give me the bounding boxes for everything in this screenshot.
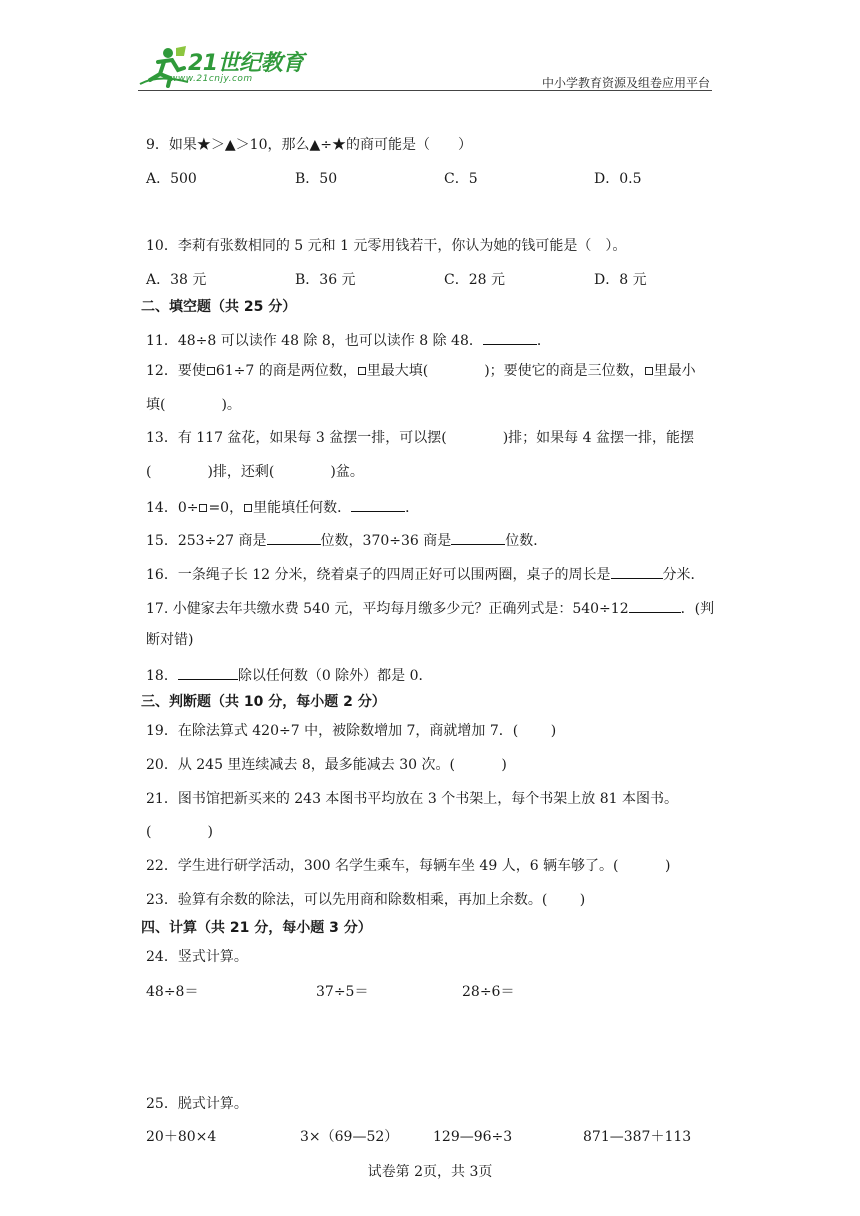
- q15-text-2: 位数，370÷36 商是: [320, 533, 452, 549]
- q17-text-2: ．(判: [680, 601, 715, 617]
- question-23: 23．验算有余数的除法，可以先用商和除数相乘，再加上余数。( ): [146, 892, 586, 908]
- q12-text-1: 12．要使: [146, 363, 206, 379]
- q10-option-a: A．38 元: [146, 272, 207, 288]
- question-24-title: 24．竖式计算。: [146, 949, 248, 965]
- answer-blank: [483, 330, 537, 345]
- q14-text-2: =0，: [208, 500, 244, 516]
- q12-text-4: 里最小: [653, 363, 696, 379]
- q24-item: 48÷8＝: [146, 984, 199, 1000]
- answer-blank: [267, 530, 321, 545]
- question-16: [146, 564, 705, 584]
- answer-blank: [178, 665, 238, 680]
- q12-text-2: 61÷7 的商是两位数，: [215, 363, 357, 379]
- question-11: [146, 330, 551, 350]
- box-placeholder-icon: [358, 367, 366, 375]
- q9-option-c: C．5: [444, 171, 478, 187]
- header-divider: [138, 90, 712, 91]
- question-18: [146, 665, 433, 685]
- section-3-heading: 三、判断题（共 10 分，每小题 2 分）: [141, 694, 386, 710]
- answer-blank: [451, 530, 505, 545]
- question-13-cont: ( )排，还剩( )盆。: [146, 464, 364, 480]
- q24-item: 28÷6＝: [462, 984, 515, 1000]
- q16-text-1: 16．一条绳子长 12 分米，绕着桌子的四周正好可以围两圈，桌子的周长是: [146, 567, 611, 583]
- question-13: 13．有 117 盆花，如果每 3 盆摆一排，可以摆( )排；如果每 4 盆摆一排，能摆: [146, 430, 694, 446]
- box-placeholder-icon: [244, 504, 252, 512]
- question-19: 19．在除法算式 420÷7 中，被除数增加 7，商就增加 7．( ): [146, 723, 557, 739]
- box-placeholder-icon: [199, 504, 207, 512]
- q9-option-b: B．50: [295, 171, 338, 187]
- q25-item: 129—96÷3: [433, 1129, 513, 1145]
- box-placeholder-icon: [207, 367, 215, 375]
- question-21: 21．图书馆把新买来的 243 本图书平均放在 3 个书架上，每个书架上放 81 本图书。: [146, 791, 678, 807]
- q25-item: 3×（69—52）: [300, 1129, 399, 1145]
- q9-option-d: D．0.5: [594, 171, 642, 187]
- logo-text: 21世纪教育: [188, 51, 304, 76]
- question-14: [146, 497, 419, 517]
- logo-url: www.21cnjy.com: [170, 74, 253, 84]
- question-10: 10．李莉有张数相同的 5 元和 1 元零用钱若干，你认为她的钱可能是（ ）。: [146, 238, 627, 254]
- question-9: 9．如果★＞▲＞10，那么▲÷★的商可能是（ ）: [146, 137, 472, 153]
- q17-text-1: 17. 小健家去年共缴水费 540 元，平均每月缴多少元？正确列式是：540÷12: [146, 601, 629, 617]
- q10-option-d: D．8 元: [594, 272, 647, 288]
- header-tagline: 中小学教育资源及组卷应用平台: [541, 76, 710, 90]
- question-12: [146, 362, 696, 380]
- q15-text-1: 15．253÷27 商是: [146, 533, 267, 549]
- question-12-cont: 填( )。: [146, 397, 241, 413]
- q25-item: 20＋80×4: [146, 1129, 217, 1145]
- q15-text-3: 位数．: [505, 533, 548, 549]
- question-15: [146, 530, 547, 550]
- q10-option-b: B．36 元: [295, 272, 356, 288]
- question-17: [146, 598, 714, 618]
- question-21-cont: ( ): [146, 824, 213, 840]
- q10-option-c: C．28 元: [444, 272, 505, 288]
- q9-option-a: A．500: [146, 171, 197, 187]
- page-footer: 试卷第 2页，共 3页: [367, 1164, 493, 1180]
- question-22: 22．学生进行研学活动，300 名学生乘车，每辆车坐 49 人，6 辆车够了。( ): [146, 858, 671, 874]
- q18-text-1: 18．: [146, 668, 178, 684]
- question-25-title: 25．脱式计算。: [146, 1096, 248, 1112]
- q25-item: 871—387＋113: [583, 1129, 692, 1145]
- box-placeholder-icon: [645, 367, 653, 375]
- page-header: [138, 40, 712, 92]
- q11-text: 11．48÷8 可以读作 48 除 8，也可以读作 8 除 48．: [146, 333, 483, 349]
- logo: [138, 44, 308, 88]
- q14-end: ．: [405, 500, 420, 516]
- question-17-cont: 断对错): [146, 632, 194, 648]
- q11-end: ．: [536, 333, 551, 349]
- section-2-heading: 二、填空题（共 25 分）: [141, 299, 297, 315]
- q24-item: 37÷5＝: [316, 984, 369, 1000]
- answer-blank: [611, 564, 663, 579]
- q16-text-2: 分米．: [662, 567, 705, 583]
- question-20: 20．从 245 里连续减去 8，最多能减去 30 次。( ): [146, 757, 507, 773]
- q14-text-3: 里能填任何数．: [253, 500, 352, 516]
- section-4-heading: 四、计算（共 21 分，每小题 3 分）: [141, 920, 372, 936]
- q18-text-2: 除以任何数（0 除外）都是 0．: [237, 668, 433, 684]
- answer-blank: [629, 598, 681, 613]
- q14-text-1: 14．0÷: [146, 500, 199, 516]
- q12-text-3: 里最大填( )；要使它的商是三位数，: [366, 363, 644, 379]
- answer-blank: [351, 497, 405, 512]
